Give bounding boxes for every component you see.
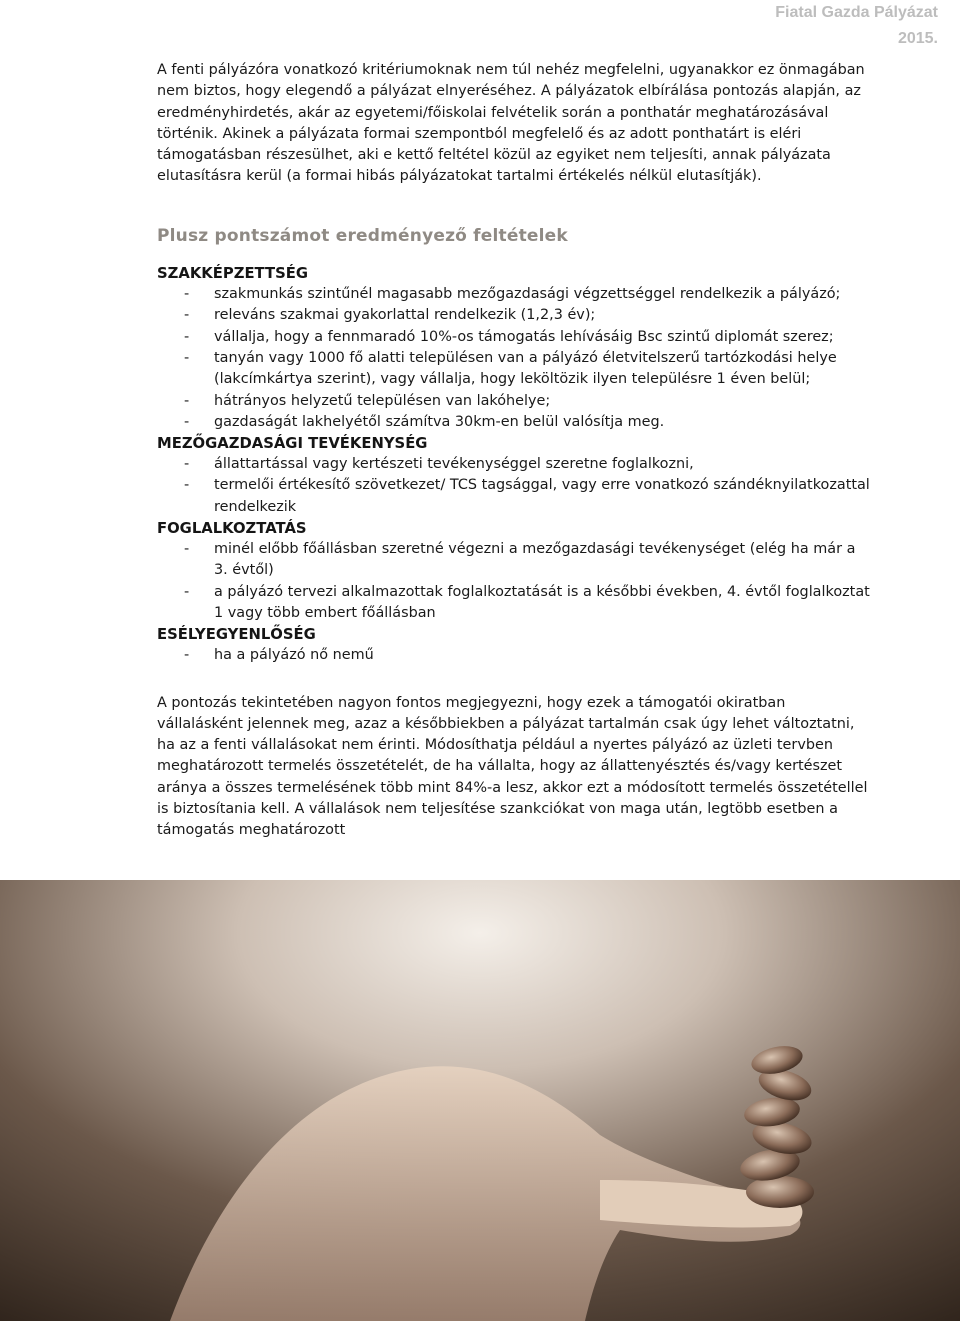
header-title: Fiatal Gazda Pályázat [775,4,938,21]
intro-paragraph: A fenti pályázóra vonatkozó kritériumoknak nem túl nehéz megfelelni, ugyanakkor ez önmagában nem biztos, hogy elegendő a pályázat elnyeréséhez. A pályázatok elbírálása pontozás alapján, az eredményhirdetés, akár az egyetemi/főiskolai felvételik során a ponthatár meghatározásával történik. Akinek a pályázata formai szempontból megfelelő és az adott ponthatárt is eléri támogatásban részesülhet, aki e kettő feltétel közül az egyiket nem teljesíti, annak pályázata elutasításra kerül (a formai hibás pályázatokat tartalmi értékelés nélkül elutasítják). [157,62,865,185]
list-item-text: termelői értékesítő szövetkezet/ TCS tagsággal, vagy erre vonatkozó szándéknyilatkozattal rendelkezik [214,477,870,515]
list-item [157,645,873,666]
bullet-dash: - [184,541,190,558]
list-item-text: releváns szakmai gyakorlattal rendelkezik (1,2,3 év); [214,307,596,324]
list-item-text: hátrányos helyzetű településen van lakóhelye; [214,392,551,409]
list-item [157,454,873,475]
bullet-dash: - [184,286,190,303]
list-item-text: állattartással vagy kertészeti tevékenységgel szeretne foglalkozni, [214,456,694,473]
bullet-dash: - [184,583,190,600]
list-item-text: szakmunkás szintűnél magasabb mezőgazdasági végzettséggel rendelkezik a pályázó; [214,286,841,303]
list-item-text: gazdaságát lakhelyétől számítva 30km-en belül valósítja meg. [214,413,665,430]
section-title: Plusz pontszámot eredményező feltételek [157,225,568,246]
bullet-dash: - [184,349,190,366]
list-item [157,412,873,433]
closing-paragraph: A pontozás tekintetében nagyon fontos megjegyezni, hogy ezek a támogatói okiratban vállalásként jelennek meg, azaz a későbbiekben a pályázat tartalmán csak úgy lehet változtatni, ha az a fenti vállalásokat nem érinti. Módosíthatja például a nyertes pályázó az üzleti tervben meghatározott termelés összetételét, de ha vállalta, hogy az állattenyésztés és/vagy kertészet aránya a összes termelésének több mint 84%-a lesz, akkor ezt a módosított termelés összetétellel is biztosítania kell. A vállalások nem teljesítése szankciókat von maga után, legtöbb esetben a támogatás meghatározott [157,694,868,839]
list-item-text: a pályázó tervezi alkalmazottak foglalkoztatását is a későbbi években, 4. évtől foglalkoztat 1 vagy több embert főállásban [214,583,870,621]
list-item [157,582,873,625]
category-block [157,263,873,433]
list-item [157,391,873,412]
document-body [157,60,873,842]
list-item-text: minél előbb főállásban szeretné végezni a mezőgazdasági tevékenységet (elég ha már a 3. évtől) [214,541,856,579]
list-item-text: ha a pályázó nő nemű [214,647,374,664]
category-block [157,518,873,624]
bullet-dash: - [184,413,190,430]
hand-balancing-beans-photo [0,880,960,1321]
list-item [157,327,873,348]
category-block [157,624,873,666]
bullet-dash: - [184,456,190,473]
bullet-dash: - [184,307,190,324]
category-title: ESÉLYEGYENLŐSÉG [157,626,316,644]
category-list [157,284,873,433]
bullet-dash: - [184,328,190,345]
bullet-dash: - [184,392,190,409]
category-list [157,454,873,518]
category-block [157,433,873,518]
photo-illustration [0,880,960,1321]
list-item-text: vállalja, hogy a fennmaradó 10%-os támogatás lehívásáig Bsc szintű diplomát szerez; [214,328,834,345]
category-title: MEZŐGAZDASÁGI TEVÉKENYSÉG [157,435,428,453]
list-item-text: tanyán vagy 1000 fő alatti településen van a pályázó életvitelszerű tartózkodási helye (lakcímkártya szerint), vagy vállalja, hogy leköltözik ilyen településre 1 éven belül; [214,349,837,388]
list-item [157,539,873,582]
category-title: SZAKKÉPZETTSÉG [157,265,308,283]
bullet-dash: - [184,647,190,664]
list-item [157,348,873,391]
category-list [157,539,873,624]
list-item [157,284,873,305]
list-item [157,305,873,326]
list-item [157,475,873,518]
page-header [775,0,938,52]
bean-icon [749,1042,805,1078]
bean-icon [746,1176,814,1208]
category-title: FOGLALKOZTATÁS [157,520,307,538]
bullet-dash: - [184,477,190,494]
category-list [157,645,873,666]
header-year: 2015. [897,30,938,47]
